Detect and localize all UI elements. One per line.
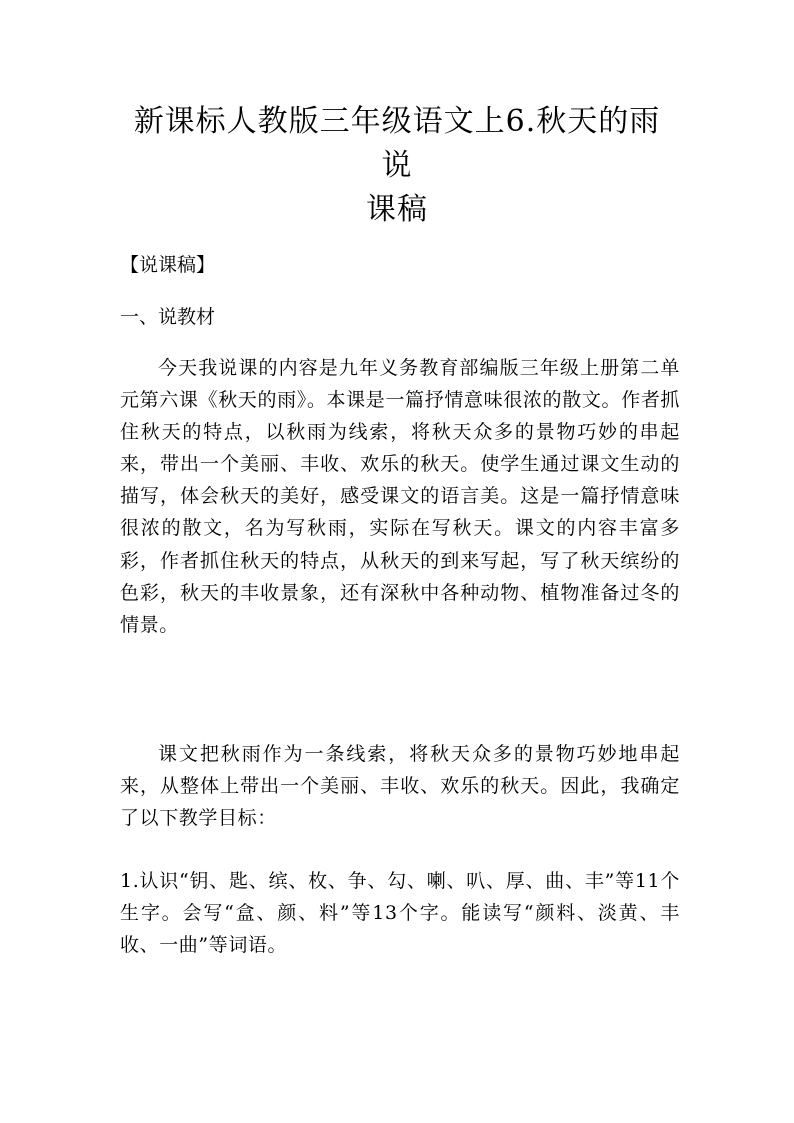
paragraph: 今天我说课的内容是九年义务教育部编版三年级上册第二单元第六课《秋天的雨》。本课是一篇抒情意味很浓的散文。作者抓住秋天的特点，以秋雨为线索，将秋天众多的景物巧妙的串起来，带出一个美丽、丰收、欢乐的秋天。使学生通过课文生动的描写，体会秋天的美好，感受课文的语言美。这是一篇抒情意味很浓的散文，名为写秋雨，实际在写秋天。课文的内容丰富多彩，作者抓住秋天的特点，从秋天的到来写起，写了秋天缤纷的色彩，秋天的丰收景象，还有深秋中各种动物、植物准备过冬的情景。 <box>120 357 680 636</box>
title-line-2: 课稿 <box>366 192 428 227</box>
title-line-1: 新课标人教版三年级语文上6.秋天的雨说 <box>133 104 661 183</box>
numbered-item: 1.认识“钥、匙、缤、枚、争、勾、喇、叭、厚、曲、丰”等11个生字。会写“盒、颜、料”等13个字。能读写“颜料、淡黄、丰收、一曲”等词语。 <box>120 870 680 957</box>
document-title <box>120 100 674 232</box>
paragraph: 课文把秋雨作为一条线索，将秋天众多的景物巧妙地串起来，从整体上带出一个美丽、丰收、欢乐的秋天。因此，我确定了以下教学目标： <box>120 743 680 830</box>
section-label: 【说课稿】 <box>120 254 216 276</box>
section-heading: 一、说教材 <box>120 306 216 328</box>
